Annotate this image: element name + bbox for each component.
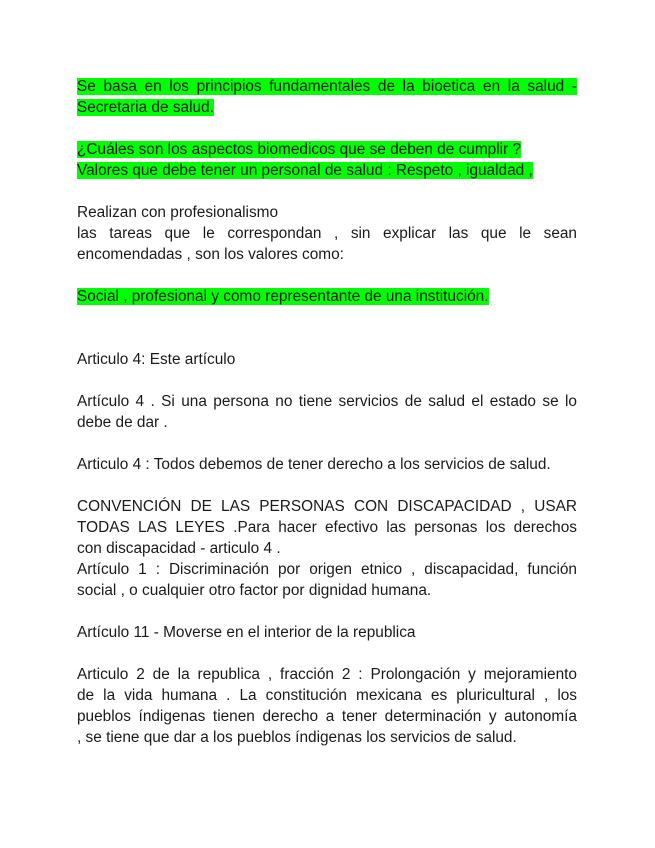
paragraph-social: [77, 286, 577, 307]
highlighted-text: Valores que debe tener un personal de salud : Respeto , igualdad ,: [77, 162, 533, 179]
text-line: Artículo 11 - Moverse en el interior de la republica: [77, 624, 416, 641]
document-body: [77, 76, 577, 748]
text-line: Realizan con profesionalismo: [77, 204, 279, 221]
text-line: las tareas que le correspondan , sin explicar las que le sean: [77, 225, 577, 242]
highlighted-text: ¿Cuáles son los aspectos biomedicos que se deben de cumplir ?: [77, 141, 522, 158]
paragraph-articulo4-a: [77, 349, 577, 370]
paragraph-articulo4-b: [77, 391, 577, 433]
text-line: Artículo 4 . Si una persona no tiene servicios de salud el estado se lo: [77, 393, 577, 410]
paragraph-articulo4-c: [77, 454, 577, 475]
paragraph-convencion: [77, 496, 577, 601]
text-line: TODAS LAS LEYES .Para hacer efectivo las personas los derechos: [77, 519, 577, 536]
text-line: encomendadas , son los valores como:: [77, 246, 344, 263]
text-line: con discapacidad - articulo 4 .: [77, 540, 281, 557]
text-line: Articulo 4 : Todos debemos de tener derecho a los servicios de salud.: [77, 456, 551, 473]
text-line: CONVENCIÓN DE LAS PERSONAS CON DISCAPACIDAD , USAR: [77, 498, 577, 515]
text-line: de la vida humana . La constitución mexicana es pluricultural , los: [77, 687, 577, 704]
text-line: pueblos índigenas tienen derecho a tener determinación y autonomía: [77, 708, 577, 725]
text-line: Artículo 1 : Discriminación por origen etnico , discapacidad, función: [77, 561, 577, 578]
text-line: social , o cualquier otro factor por dignidad humana.: [77, 582, 432, 599]
highlighted-text: Secretaria de salud.: [77, 99, 214, 116]
text-line: , se tiene que dar a los pueblos índigenas los servicios de salud.: [77, 729, 517, 746]
paragraph-articulo11: [77, 622, 577, 643]
paragraph-aspectos: [77, 139, 577, 181]
text-line: Articulo 2 de la republica , fracción 2 : Prolongación y mejoramiento: [77, 666, 577, 683]
highlighted-text: Social , profesional y como representante de una institución.: [77, 288, 489, 305]
paragraph-profesionalismo: [77, 202, 577, 265]
text-line: Articulo 4: Este artículo: [77, 351, 236, 368]
paragraph-bioetica: [77, 76, 577, 118]
highlighted-text: Se basa en los principios fundamentales de la bioetica en la salud -: [77, 78, 577, 95]
paragraph-articulo2: [77, 664, 577, 748]
text-line: debe de dar .: [77, 414, 168, 431]
